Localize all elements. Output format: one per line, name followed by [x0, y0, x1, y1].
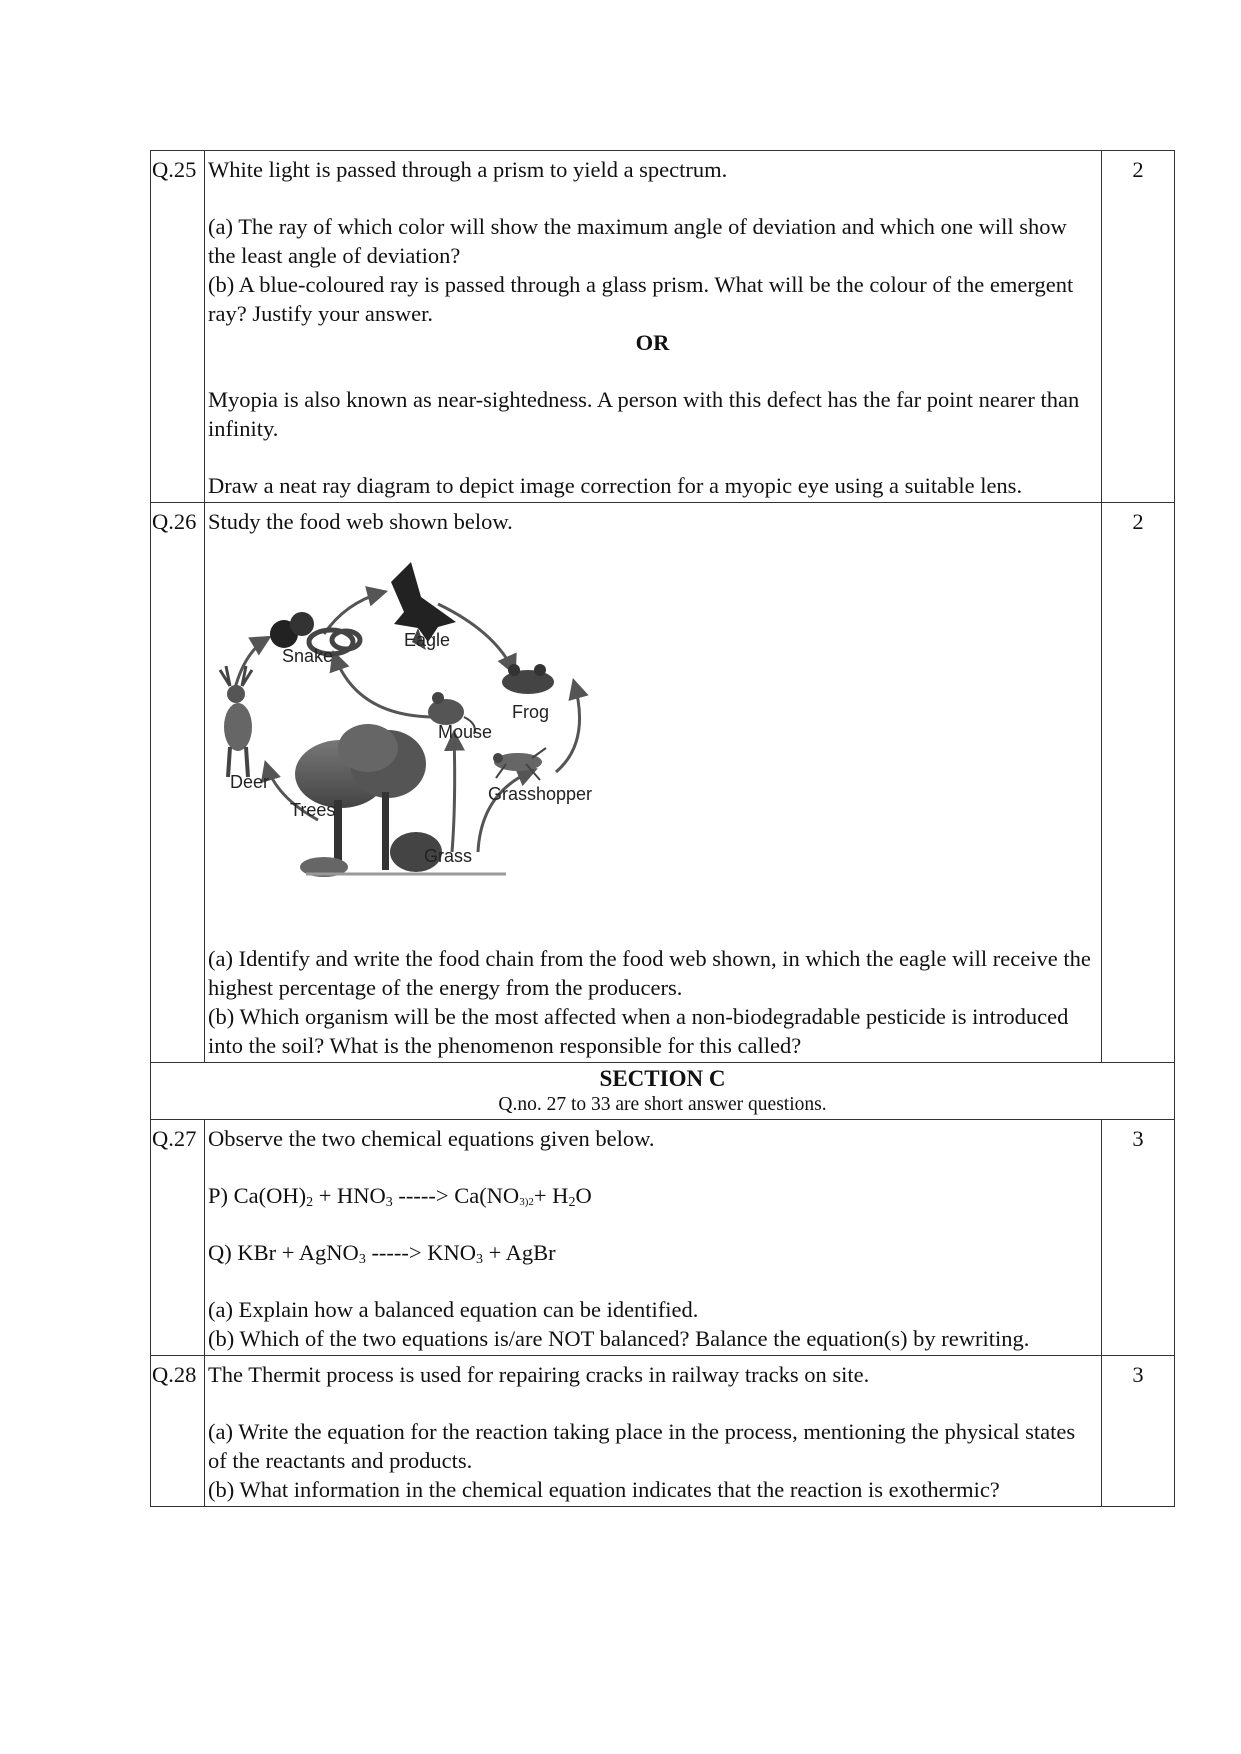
- or-separator: OR: [635, 330, 670, 355]
- question-row-28: [151, 1356, 1175, 1507]
- grass-icon: [300, 832, 506, 877]
- question-number: Q.26: [151, 503, 205, 1063]
- label-grass: Grass: [424, 846, 473, 866]
- frog-icon: [502, 664, 554, 694]
- question-intro: White light is passed through a prism to yield a spectrum.: [208, 157, 728, 182]
- question-body: [205, 151, 1102, 503]
- question-part-a: (a) The ray of which color will show the maximum angle of deviation and which one will show the least angle of deviation?: [208, 214, 1067, 268]
- label-frog: Frog: [512, 702, 550, 722]
- question-intro: Study the food web shown below.: [208, 509, 513, 534]
- question-body: [205, 503, 1102, 1063]
- equation-p: P) $Ca(OH)_2 + HNO_3$ -----> $Ca(NO_{3)2}+ H_2O$: [208, 1183, 592, 1210]
- question-row-27: [151, 1120, 1175, 1356]
- question-body: [205, 1356, 1102, 1507]
- food-web-diagram: [206, 552, 626, 932]
- question-part-a: (a) Identify and write the food chain from the food web shown, in which the eagle will receive the highest percentage of the energy from the producers.: [208, 946, 1091, 1000]
- equation-q: Q) KBr + AgNO$_3$ -----> $KNO_3$ + AgBr: [208, 1240, 556, 1267]
- question-part-b: (b) Which of the two equations is/are NOT balanced? Balance the equation(s) by rewriting.: [208, 1326, 1030, 1351]
- question-part-b: (b) What information in the chemical equation indicates that the reaction is exothermic?: [208, 1477, 1000, 1502]
- question-body: [205, 1120, 1102, 1356]
- question-intro: The Thermit process is used for repairing cracks in railway tracks on site.: [208, 1362, 870, 1387]
- question-paper-page: [150, 150, 1175, 1507]
- question-number: Q.28: [151, 1356, 205, 1507]
- label-grasshopper: Grasshopper: [488, 784, 593, 804]
- section-title: SECTION C: [599, 1066, 726, 1091]
- question-marks: 2: [1102, 503, 1175, 1063]
- grasshopper-icon: [493, 748, 546, 780]
- question-marks: 2: [1102, 151, 1175, 503]
- section-subtitle: Q.no. 27 to 33 are short answer questions.: [498, 1094, 827, 1115]
- question-marks: 3: [1102, 1120, 1175, 1356]
- question-part-a: (a) Explain how a balanced equation can be identified.: [208, 1297, 699, 1322]
- question-number: Q.27: [151, 1120, 205, 1356]
- label-eagle: Eagle: [404, 630, 451, 650]
- question-part-b: (b) Which organism will be the most affected when a non-biodegradable pesticide is introduced into the soil? What is the phenomenon responsible for this called?: [208, 1004, 1069, 1058]
- questions-table: [150, 150, 1175, 1507]
- question-row-25: [151, 151, 1175, 503]
- label-mouse: Mouse: [438, 722, 493, 742]
- arrow-mouse-to-snake: [334, 654, 436, 717]
- arrow-grass-to-grasshopper: [478, 770, 534, 852]
- label-deer: Deer: [230, 772, 270, 792]
- arrow-grass-to-mouse: [452, 734, 455, 852]
- question-row-26: [151, 503, 1175, 1063]
- label-snake: Snake: [282, 646, 334, 666]
- question-number: Q.25: [151, 151, 205, 503]
- alternative-question-task: Draw a neat ray diagram to depict image correction for a myopic eye using a suitable lens.: [208, 473, 1023, 498]
- alternative-question-text: Myopia is also known as near-sightedness. A person with this defect has the far point nearer than infinity.: [208, 387, 1080, 441]
- section-header: [151, 1063, 1175, 1120]
- label-trees: Trees: [290, 800, 336, 820]
- question-part-a: (a) Write the equation for the reaction taking place in the process, mentioning the physical states of the reactants and products.: [208, 1419, 1076, 1473]
- arrow-grasshopper-to-frog: [556, 682, 580, 772]
- question-marks: 3: [1102, 1356, 1175, 1507]
- question-part-b: (b) A blue-coloured ray is passed through a glass prism. What will be the colour of the emergent ray? Justify your answer.: [208, 272, 1074, 326]
- question-intro: Observe the two chemical equations given below.: [208, 1126, 655, 1151]
- arrow-deer-to-snake: [234, 638, 268, 692]
- section-header-row: [151, 1063, 1175, 1120]
